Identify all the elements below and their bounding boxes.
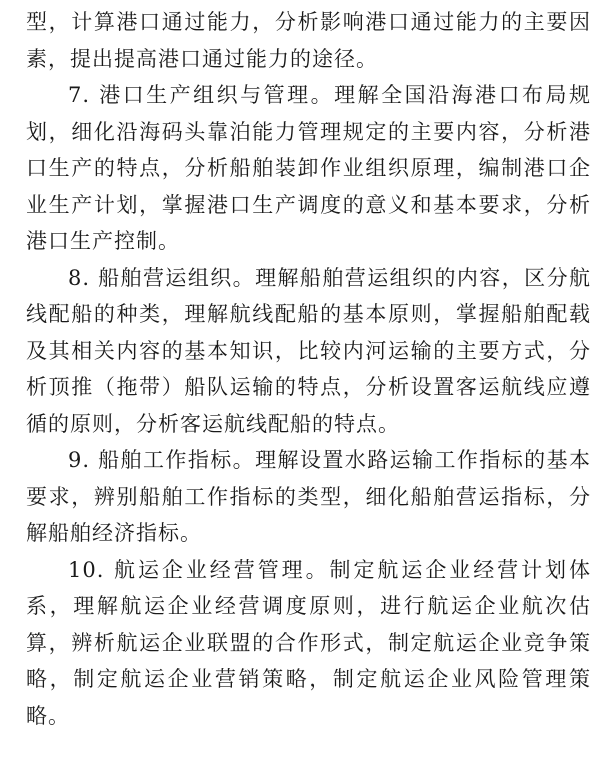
paragraph-port-production: 7. 港口生产组织与管理。理解全国沿海港口布局规划，细化沿海码头靠泊能力管理规定的主要内容，分析港口生产的特点，分析船舶装卸作业组织原理，编制港口企业生产计划，掌握港口生产调度的意义和基本要求，分析港口生产控制。 [26, 83, 591, 253]
paragraph-shipping-management: 10. 航运企业经营管理。制定航运企业经营计划体系，理解航运企业经营调度原则，进行航运企业航次估算，辨析航运企业联盟的合作形式，制定航运企业竞争策略，制定航运企业营销策略，制定航运企业风险管理策略。 [26, 557, 591, 728]
paragraph-continuation: 型，计算港口通过能力，分析影响港口通过能力的主要因素，提出提高港口通过能力的途径。 [26, 10, 591, 71]
paragraph-ship-indicators: 9. 船舶工作指标。理解设置水路运输工作指标的基本要求，辨别船舶工作指标的类型，细化船舶营运指标，分解船舶经济指标。 [26, 448, 591, 545]
paragraph-ship-operation: 8. 船舶营运组织。理解船舶营运组织的内容，区分航线配船的种类，理解航线配船的基本原则，掌握船舶配载及其相关内容的基本知识，比较内河运输的主要方式，分析顶推（拖带）船队运输的特点，分析设置客运航线应遵循的原则，分析客运航线配船的特点。 [26, 265, 591, 436]
